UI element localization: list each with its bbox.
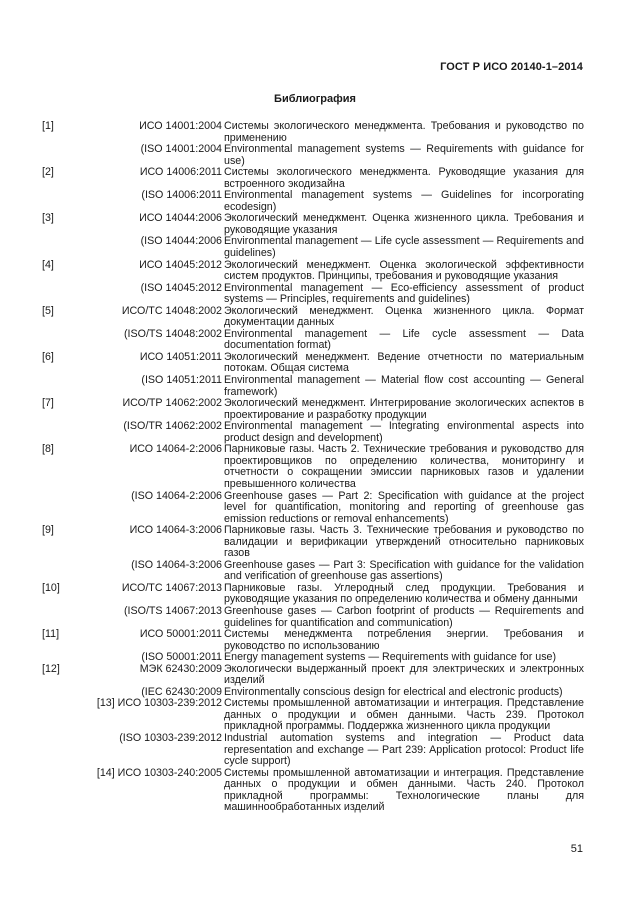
bibliography-entry: [42, 768, 584, 814]
entry-number: [11]: [42, 628, 60, 641]
entry-description: Системы экологического менеджмента. Требования и руководство по применению: [224, 120, 584, 144]
bibliography-entry: [42, 444, 584, 490]
entry-standard: [13] ИСО 10303-239:2012: [96, 697, 222, 710]
entry-standard: (ISO 10303-239:2012: [119, 731, 222, 744]
entry-number: [42, 687, 74, 699]
entry-description: Системы менеджмента потребления энергии. Требования и руководство по использованию: [224, 628, 584, 652]
entry-standard: (ISO 14064-3:2006: [131, 558, 222, 571]
bibliography-entry: [42, 525, 584, 560]
bibliography-entry: [42, 664, 584, 687]
bibliography-entry: [42, 167, 584, 190]
entry-number: [42, 606, 74, 629]
entry-standard: (ISO 14051:2011: [141, 374, 222, 387]
entry-description: Экологический менеджмент. Оценка жизненного цикла. Формат документации данных: [224, 304, 584, 329]
bibliography-entry: [42, 260, 584, 283]
entry-description: Парниковые газы. Углеродный след продукции. Требования и руководящие указания по определению количества и обмену данными: [224, 581, 584, 606]
bibliography-entry: [42, 375, 584, 398]
entry-standard: (ISO/TS 14067:2013: [123, 604, 222, 617]
entry-number: [2]: [42, 166, 54, 179]
bibliography-entry: [42, 560, 584, 583]
bibliography-entry: [42, 352, 584, 375]
entry-description: Системы экологического менеджмента. Руководящие указания для встроенного экодизайна: [224, 166, 584, 190]
entry-standard: ИСО 14064-3:2006: [129, 524, 222, 537]
bibliography-entry: [42, 190, 584, 213]
entry-standard: ИСО 14045:2012: [139, 258, 222, 271]
entry-number: [5]: [42, 304, 54, 317]
entry-standard: ИСО 14051:2011: [139, 350, 222, 363]
bibliography-entry: [42, 421, 584, 444]
entry-description: Экологический менеджмент. Интегрирование экологических аспектов в проектирование и разработку продукции: [224, 397, 584, 421]
entry-standard: ИСО/ТС 14048:2002: [121, 304, 222, 317]
entry-number: [42, 491, 74, 526]
entry-number: [42, 560, 74, 583]
section-title-text: Библиография: [274, 93, 356, 105]
entry-number: [6]: [42, 350, 54, 363]
entry-standard: ИСО 14006:2011: [139, 166, 222, 179]
section-title: [0, 93, 630, 105]
bibliography-entry: [42, 698, 584, 733]
entry-standard: ИСО 14064-2:2006: [129, 443, 222, 456]
bibliography-entry: [42, 121, 584, 144]
bibliography-list: [42, 121, 584, 814]
entry-standard: (ISO/TS 14048:2002: [123, 327, 222, 340]
entry-description: Парниковые газы. Часть 3. Технические требования и руководство по валидации и верификации утверждений относительно парниковых газов: [224, 524, 584, 560]
entry-description: Экологический менеджмент. Оценка жизненного цикла. Требования и руководящие указания: [224, 212, 584, 236]
entry-standard: МЭК 62430:2009: [139, 662, 222, 675]
entry-description: Environmental management — Material flow cost accounting — General framework): [224, 374, 584, 398]
entry-description: Greenhouse gases — Part 2: Specification with guidance at the project level for quantification, monitoring and reporting of greenhouse gas emission reductions or removal enhancements): [224, 489, 584, 525]
document-header: ГОСТ Р ИСО 20140-1–2014: [440, 61, 583, 73]
bibliography-entry: [42, 236, 584, 259]
bibliography-entry: [42, 398, 584, 421]
entry-number: [42, 375, 74, 398]
entry-number: [9]: [42, 524, 54, 537]
entry-description: Системы промышленной автоматизации и интеграция. Представление данных о продукции и обмен данными. Часть 239. Протокол прикладной программы. Поддержка жизненного цикла продукции: [224, 697, 584, 733]
entry-standard: (ISO 14044:2006: [140, 235, 222, 248]
entry-description: Системы промышленной автоматизации и интеграция. Представление данных о продукции и обмен данными. Часть 240. Протокол прикладной программы: Технологические планы для машинноoбработанных изделий: [224, 766, 584, 814]
entry-description: Environmental management systems — Requirements with guidance for use): [224, 143, 584, 167]
entry-number: [10]: [42, 581, 60, 594]
entry-standard: (ISO 14045:2012: [140, 281, 222, 294]
entry-standard: (ISO 50001:2011: [141, 651, 222, 664]
bibliography-entry: [42, 583, 584, 606]
entry-standard: (ISO 14064-2:2006: [131, 489, 222, 502]
entry-standard: ИСО/ТР 14062:2002: [122, 397, 222, 410]
entry-standard: ИСО 14001:2004: [139, 120, 222, 132]
entry-description: Environmental management — Life cycle assessment — Requirements and guidelines): [224, 235, 584, 260]
entry-number: [12]: [42, 662, 60, 675]
entry-standard: ИСО 50001:2011: [139, 628, 222, 641]
bibliography-entry: [42, 652, 584, 664]
entry-number: [7]: [42, 397, 54, 410]
entry-description: Greenhouse gases — Part 3: Specification with guidance for the validation and verification of greenhouse gas assertions): [224, 558, 584, 583]
entry-number: [42, 421, 74, 444]
entry-standard: (ISO/TR 14062:2002: [123, 420, 222, 433]
entry-description: Environmental management — Integrating environmental aspects into product design and development): [224, 420, 584, 444]
entry-number: [4]: [42, 258, 54, 271]
entry-description: Экологический менеджмент. Оценка экологической эффективности систем продуктов. Принципы, требования и руководящие указания: [224, 258, 584, 283]
bibliography-entry: [42, 306, 584, 329]
entry-number: [42, 190, 74, 213]
entry-standard: ИСО/ТС 14067:2013: [121, 581, 222, 594]
entry-number: [42, 652, 74, 664]
bibliography-entry: [42, 733, 584, 768]
entry-description: Парниковые газы. Часть 2. Технические требования и руководство для проектировщиков по определению количества, мониторингу и отчетности о сокращении эмиссии парниковых газов и удалении превышенного количества: [224, 443, 584, 490]
entry-standard: (ISO 14001:2004: [140, 143, 222, 156]
entry-number: [3]: [42, 212, 54, 225]
bibliography-entry: [42, 606, 584, 629]
entry-standard: ИСО 14044:2006: [139, 212, 222, 225]
entry-number: [1]: [42, 120, 54, 132]
entry-standard: (ISO 14006:2011: [141, 189, 222, 202]
entry-description: Environmental management systems — Guidelines for incorporating ecodesign): [224, 189, 584, 213]
bibliography-entry: [42, 283, 584, 306]
entry-description: Energy management systems — Requirements with guidance for use): [224, 651, 557, 664]
entry-number: [42, 329, 74, 352]
entry-description: Industrial automation systems and integration — Product data representation and exchange — Part 239: Application protocol: Product life cycle support): [224, 731, 584, 768]
entry-description: Environmental management — Eco-efficiency assessment of product systems — Principles, requirements and guidelines): [224, 281, 584, 306]
entry-description: Экологический менеджмент. Ведение отчетности по материальным потокам. Общая система: [224, 350, 584, 375]
bibliography-entry: [42, 629, 584, 652]
bibliography-entry: [42, 213, 584, 236]
entry-description: Environmental management — Life cycle assessment — Data documentation format): [224, 327, 584, 352]
page-number: 51: [570, 843, 583, 855]
entry-standard: [14] ИСО 10303-240:2005: [96, 766, 222, 779]
bibliography-entry: [42, 329, 584, 352]
bibliography-entry: [42, 491, 584, 526]
bibliography-entry: [42, 144, 584, 167]
entry-description: Greenhouse gases — Carbon footprint of products — Requirements and guidelines for quantification and communication): [224, 604, 584, 629]
entry-number: [42, 144, 74, 167]
entry-number: [8]: [42, 443, 54, 456]
entry-number: [42, 236, 74, 259]
entry-description: Environmentally conscious design for electrical and electronic products): [224, 685, 563, 698]
entry-standard: (IEC 62430:2009: [141, 685, 222, 698]
entry-description: Экологически выдержанный проект для электрических и электронных изделий: [224, 662, 584, 687]
entry-number: [42, 283, 74, 306]
